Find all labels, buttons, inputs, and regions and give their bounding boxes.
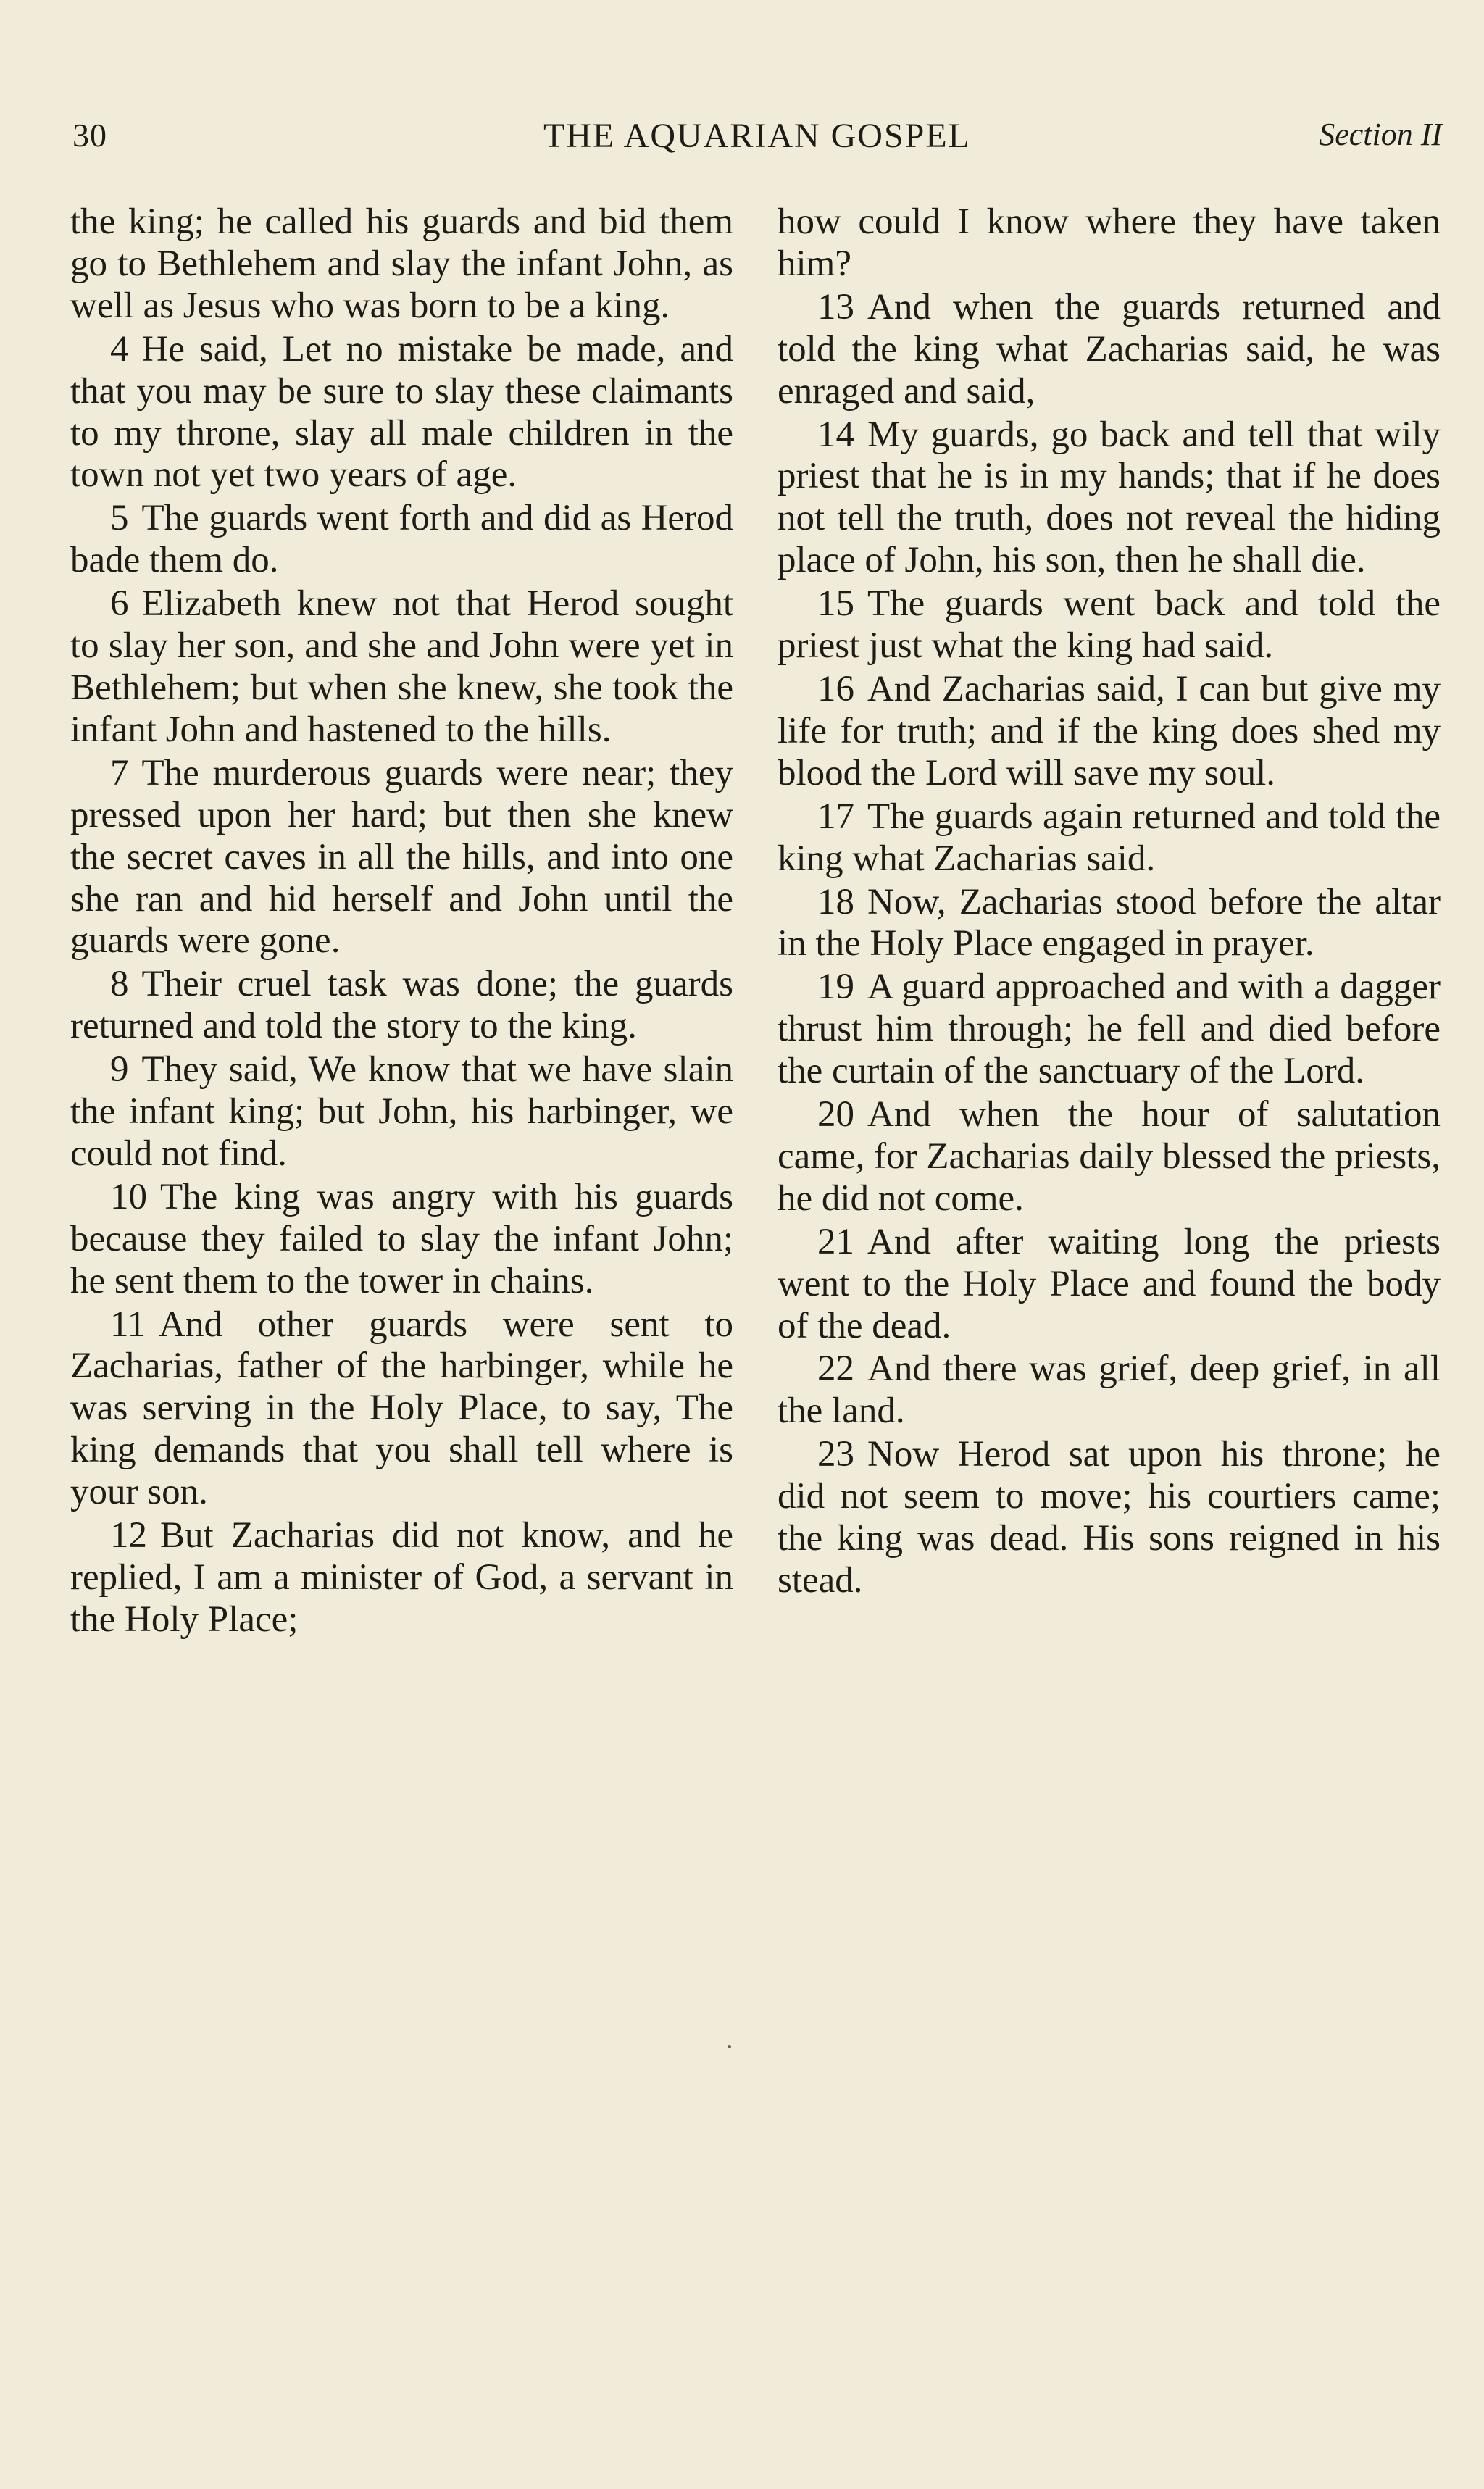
verse-number: 10 xyxy=(110,1176,147,1217)
verse-text: My guards, go back and tell that wily priest that he is in my hands; that if he does not tell the truth, does not reveal the hiding place of John, his son, then he shall die. xyxy=(778,414,1441,581)
verse-text: The guards went back and told the priest just what the king had said. xyxy=(778,583,1441,667)
verse xyxy=(778,1348,1441,1433)
verse-number: 21 xyxy=(817,1221,854,1262)
verse xyxy=(70,964,733,1048)
verse-number: 18 xyxy=(817,881,854,922)
verse xyxy=(70,1515,733,1641)
verse xyxy=(778,583,1441,667)
verse xyxy=(70,498,733,582)
page-number: 30 xyxy=(72,117,107,154)
verse-number: 6 xyxy=(110,583,129,625)
verse-number: 20 xyxy=(817,1094,854,1135)
verse-number: 8 xyxy=(110,964,129,1005)
section-label: Section II xyxy=(1319,117,1442,152)
page-header xyxy=(72,116,1442,167)
verse-text: A guard approached and with a dagger thrust him through; he fell and died before the curtain of the sanctuary of the Lord. xyxy=(778,967,1441,1092)
verse xyxy=(70,753,733,963)
verse xyxy=(778,796,1441,880)
verse-number: 16 xyxy=(817,668,854,709)
verse-text: Now Herod sat upon his throne; he did not seem to move; his courtiers came; the king was dead. His sons reigned in his stead. xyxy=(778,1434,1441,1601)
verse xyxy=(70,1304,733,1514)
verse-number: 5 xyxy=(110,498,129,539)
verse xyxy=(778,967,1441,1093)
left-column xyxy=(70,201,733,1641)
paper-speck xyxy=(728,2045,731,2048)
verse-number: 17 xyxy=(817,796,854,837)
verse xyxy=(778,1094,1441,1220)
verse xyxy=(778,669,1441,795)
verse-text: And Zacharias said, I can but give my life for truth; and if the king does shed my blood the Lord will save my soul. xyxy=(778,668,1441,793)
verse-text: They said, We know that we have slain the infant king; but John, his harbinger, we could not find. xyxy=(70,1049,733,1174)
verse-text: Elizabeth knew not that Herod sought to slay her son, and she and John were yet in Bethlehem; but when she knew, she took the infant John and hastened to the hills. xyxy=(70,583,733,750)
verse-number: 7 xyxy=(110,752,129,793)
verse xyxy=(778,287,1441,413)
continued-text: how could I know where they have taken him? xyxy=(778,201,1441,284)
verse-text: Now, Zacharias stood before the altar in the Holy Place engaged in prayer. xyxy=(778,881,1441,964)
verse-number: 23 xyxy=(817,1434,854,1475)
verse-number: 19 xyxy=(817,967,854,1008)
verse-text: Their cruel task was done; the guards returned and told the story to the king. xyxy=(70,964,733,1047)
verse-text: He said, Let no mistake be made, and that you may be sure to slay these claimants to my throne, slay all male children in the town not yet two years of age. xyxy=(70,328,733,496)
verse-text: And other guards were sent to Zacharias, father of the harbinger, while he was serving in the Holy Place, to say, The king demands that you shall tell where is your son. xyxy=(70,1304,733,1513)
verse-text: And there was grief, deep grief, in all the land. xyxy=(778,1348,1441,1432)
verse-text: But Zacharias did not know, and he replied, I am a minister of God, a servant in the Holy Place; xyxy=(70,1515,733,1640)
verse xyxy=(70,329,733,497)
verse-number: 15 xyxy=(817,583,854,625)
verse xyxy=(70,1049,733,1175)
verse xyxy=(778,414,1441,583)
verse-number: 11 xyxy=(110,1304,146,1345)
verse-text: And after waiting long the priests went to the Holy Place and found the body of the dead. xyxy=(778,1221,1441,1346)
verse-number: 22 xyxy=(817,1348,854,1390)
continued-text: the king; he called his guards and bid them go to Bethlehem and slay the infant John, as well as Jesus who was born to be a king. xyxy=(70,201,733,326)
verse-text: The guards again returned and told the king what Zacharias said. xyxy=(778,796,1441,879)
verse-number: 14 xyxy=(817,414,854,455)
verse xyxy=(778,1222,1441,1348)
verse-number: 12 xyxy=(110,1515,147,1556)
right-column xyxy=(778,201,1441,1602)
verse-text: And when the guards returned and told the king what Zacharias said, he was enraged and said, xyxy=(778,286,1441,412)
running-title: THE AQUARIAN GOSPEL xyxy=(543,117,971,155)
verse-text: And when the hour of salutation came, for Zacharias daily blessed the priests, he did not come. xyxy=(778,1094,1441,1219)
verse xyxy=(778,882,1441,966)
verse-number: 13 xyxy=(817,286,854,328)
verse-text: The murderous guards were near; they pressed upon her hard; but then she knew the secret caves in all the hills, and into one she ran and hid herself and John until the guards were gone. xyxy=(70,752,733,962)
verse-number: 9 xyxy=(110,1049,129,1091)
verse xyxy=(778,1434,1441,1602)
verse-text: The king was angry with his guards because they failed to slay the infant John; he sent them to the tower in chains. xyxy=(70,1176,733,1301)
verse-number: 4 xyxy=(110,328,129,370)
verse xyxy=(70,1177,733,1303)
verse-text: The guards went forth and did as Herod bade them do. xyxy=(70,498,733,581)
verse xyxy=(70,583,733,751)
